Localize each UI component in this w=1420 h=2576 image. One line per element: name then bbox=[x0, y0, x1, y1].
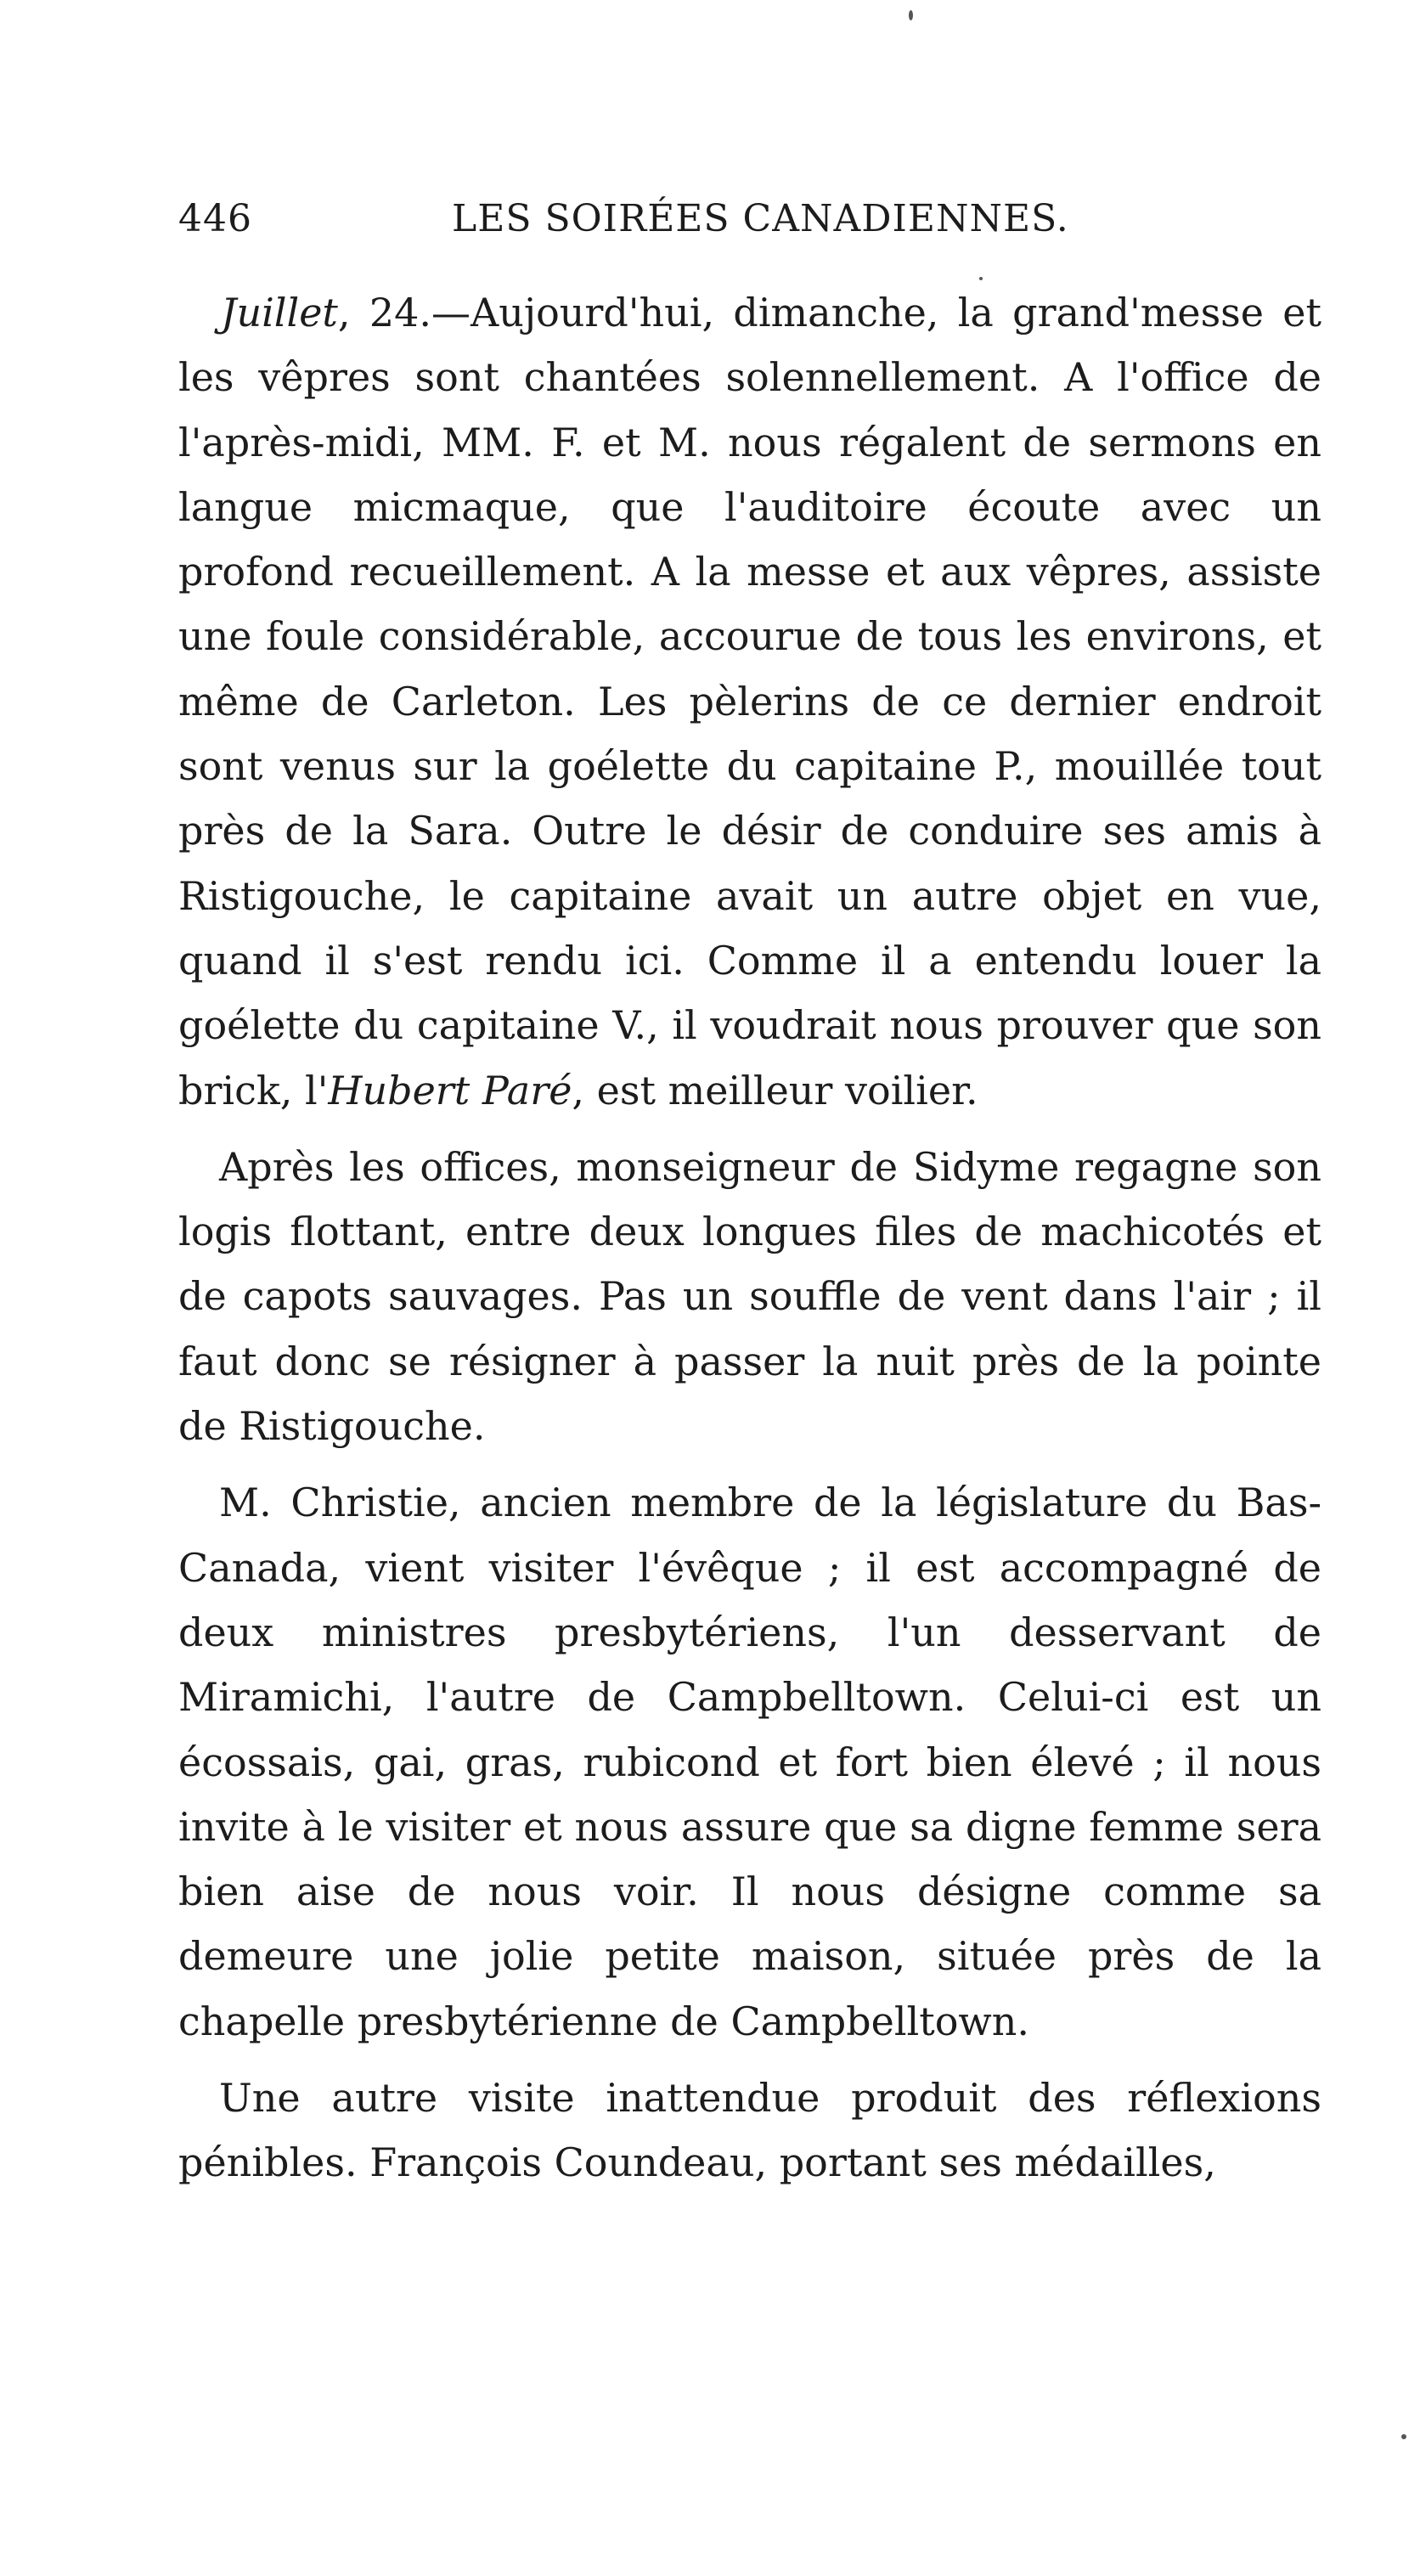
date-lead: Juillet bbox=[221, 290, 338, 335]
paragraph-1-text-a: , 24.—Aujourd'hui, dimanche, la grand'messe et les vêpres sont chantées solennellement. A l'office de l'après-midi, MM. F. et M. nous régalent de sermons en langue micmaque, que l'auditoire écoute avec un profond recueillement. A la messe et aux vêpres, assiste une foule considérable, accourue de tous les environs, et même de Carleton. Les pèlerins de ce dernier endroit sont venus sur la goélette du capitaine P., mouillée tout près de la Sara. Outre le désir de conduire ses amis à Ristigouche, le capitaine avait un autre objet en vue, quand il s'est rendu ici. Comme il a entendu louer la goélette du capitaine V., il voudrait nous prouver que son brick, l' bbox=[178, 290, 1321, 1113]
paragraph-2: Après les offices, monseigneur de Sidyme regagne son logis flottant, entre deux longues files de machicotés et de capots sauvages. Pas un souffle de vent dans l'air ; il faut donc se résigner à passer la nuit près de la pointe de Ristigouche. bbox=[178, 1143, 1321, 1450]
ship-name: Hubert Paré bbox=[328, 1067, 572, 1113]
paragraph-1 bbox=[178, 280, 1321, 1123]
running-title: LES SOIRÉES CANADIENNES. bbox=[452, 197, 1069, 240]
print-speck-margin bbox=[1401, 2434, 1406, 2439]
page-number: 446 bbox=[178, 197, 252, 240]
paragraph-3: M. Christie, ancien membre de la législature du Bas-Canada, vient visiter l'évêque ; il est accompagné de deux ministres presbytériens, l'un desservant de Miramichi, l'autre de Campbelltown. Celui-ci est un écossais, gai, gras, rubicond et fort bien élevé ; il nous invite à le visiter et nous assure que sa digne femme sera bien aise de nous voir. Il nous désigne comme sa demeure une jolie petite maison, située près de la chapelle presbytérienne de Campbelltown. bbox=[178, 1480, 1321, 2044]
paragraph-1-text-b: , est meilleur voilier. bbox=[572, 1067, 978, 1113]
paragraph-4: Une autre visite inattendue produit des réflexions pénibles. François Coundeau, portant ses médailles, bbox=[178, 2075, 1321, 2186]
print-speck-top bbox=[909, 10, 913, 20]
body-text bbox=[178, 280, 1321, 2207]
running-header bbox=[178, 197, 1069, 256]
